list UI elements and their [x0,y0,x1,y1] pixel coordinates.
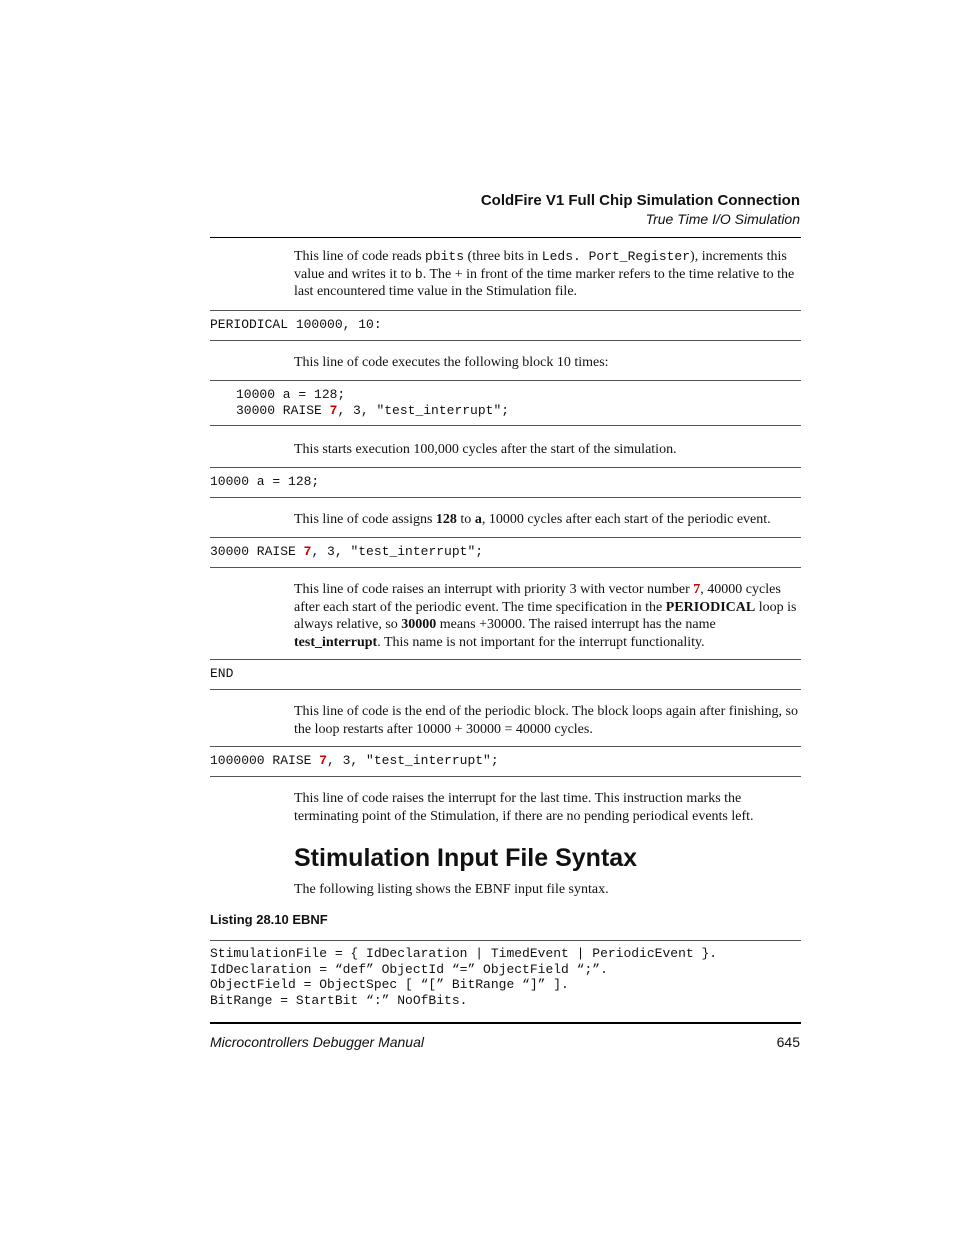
code-rule-bottom [210,776,801,777]
paragraph-assigns: This line of code assigns 128 to a, 10000 cycles after each start of the periodic event. [294,512,771,527]
code-rule-top [210,659,801,660]
paragraph-pbits: This line of code reads pbits (three bits in Leds. Port_Register), increments this value and writes it to b. The + in front of the time marker refers to the time relative to the last encountered time value in the Stimulation file. [294,249,795,299]
code-rule-top [210,537,801,538]
footer-manual-title: Microcontrollers Debugger Manual [210,1034,424,1050]
code-block-line2: 30000 RAISE 7, 3, "test_interrupt"; [236,403,510,418]
section-intro: The following listing shows the EBNF input file syntax. [294,882,609,897]
listing-line: IdDeclaration = “def” ObjectId “=” ObjectField “;”. [210,962,608,977]
code-raise: 30000 RAISE 7, 3, "test_interrupt"; [210,544,484,559]
listing-line: BitRange = StartBit “:” NoOfBits. [210,993,468,1008]
code-rule-top [210,746,801,747]
code-periodical: PERIODICAL 100000, 10: [210,317,382,332]
code-block-line1: 10000 a = 128; [236,387,346,402]
header-rule [210,237,801,238]
code-rule-top [210,380,801,381]
paragraph-raises-interrupt: This line of code raises an interrupt with priority 3 with vector number 7, 40000 cycles after each start of the periodic event. The time specification in the PERIODICAL loop is always relative, so 30000 means +30000. The raised interrupt has the name test_interrupt. This name is not important for the interrupt functionality. [294,582,797,650]
code-rule-bottom [210,425,801,426]
section-heading: Stimulation Input File Syntax [294,844,638,872]
code-rule-top [210,467,801,468]
paragraph-block-times: This line of code executes the following block 10 times: [294,355,609,370]
listing-line: ObjectField = ObjectSpec [ “[” BitRange “]” ]. [210,977,569,992]
page-number: 645 [776,1034,800,1050]
code-final-raise: 1000000 RAISE 7, 3, "test_interrupt"; [210,753,499,768]
paragraph-last-time: This line of code raises the interrupt for the last time. This instruction marks the terminating point of the Stimulation, if there are no pending periodical events left. [294,791,754,824]
code-end: END [210,666,234,681]
paragraph-end-block: This line of code is the end of the periodic block. The block loops again after finishing, so the loop restarts after 10000 + 30000 = 40000 cycles. [294,704,799,737]
code-rule-bottom [210,340,801,341]
code-rule-bottom [210,497,801,498]
code-assign: 10000 a = 128; [210,474,320,489]
paragraph-start-execution: This starts execution 100,000 cycles after the start of the simulation. [294,442,677,457]
listing-rule-top [210,940,801,941]
running-header-subtitle: True Time I/O Simulation [645,211,800,227]
listing-line: StimulationFile = { IdDeclaration | TimedEvent | PeriodicEvent }. [210,946,718,961]
code-rule-bottom [210,567,801,568]
running-header-title: ColdFire V1 Full Chip Simulation Connection [480,192,800,209]
code-rule-bottom [210,689,801,690]
code-rule-top [210,310,801,311]
footer-rule [210,1022,801,1024]
listing-caption: Listing 28.10 EBNF [210,912,328,927]
